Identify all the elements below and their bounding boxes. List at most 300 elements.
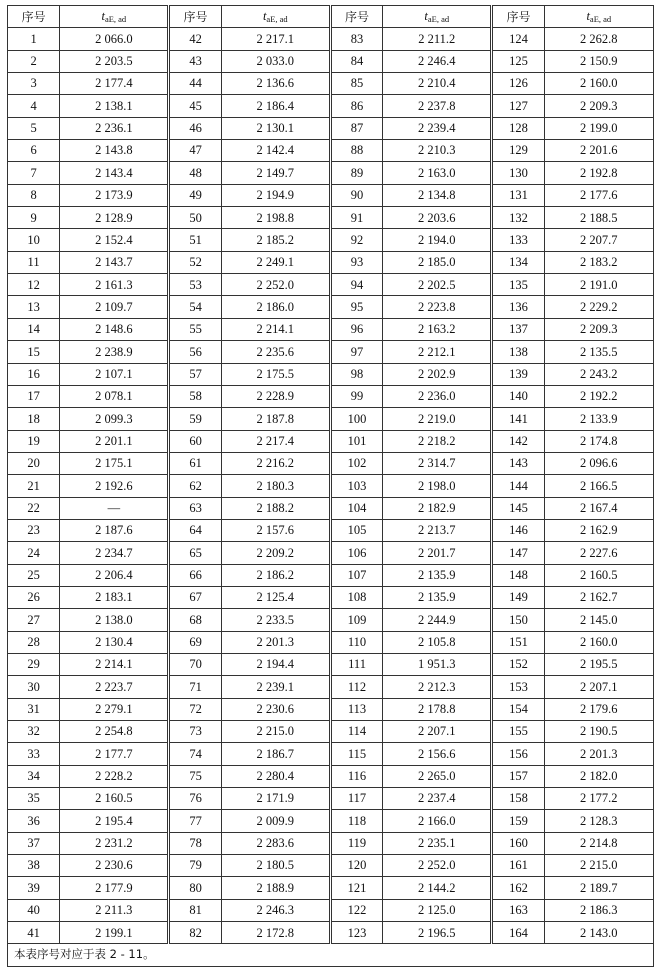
index-cell: 122 <box>330 899 382 921</box>
table-row <box>8 73 654 95</box>
index-cell: 114 <box>330 721 382 743</box>
index-cell: 76 <box>169 788 221 810</box>
index-cell: 36 <box>8 810 60 832</box>
index-cell: 146 <box>492 519 544 541</box>
value-cell: 2 194.4 <box>221 653 330 675</box>
value-cell: 2 174.8 <box>544 430 653 452</box>
value-cell: 2 213.7 <box>383 519 492 541</box>
index-cell: 29 <box>8 653 60 675</box>
value-cell: 2 190.5 <box>544 721 653 743</box>
value-cell: 2 199.0 <box>544 117 653 139</box>
index-cell: 95 <box>330 296 382 318</box>
index-cell: 73 <box>169 721 221 743</box>
index-cell: 86 <box>330 95 382 117</box>
value-cell: 2 135.5 <box>544 341 653 363</box>
value-cell: 2 161.3 <box>60 274 169 296</box>
index-cell: 33 <box>8 743 60 765</box>
value-cell: 2 186.7 <box>221 743 330 765</box>
footnote-row <box>8 944 654 966</box>
index-cell: 101 <box>330 430 382 452</box>
index-cell: 139 <box>492 363 544 385</box>
index-cell: 13 <box>8 296 60 318</box>
value-cell: 2 199.1 <box>60 922 169 944</box>
index-cell: 32 <box>8 721 60 743</box>
table-row <box>8 452 654 474</box>
index-cell: 27 <box>8 609 60 631</box>
index-cell: 72 <box>169 698 221 720</box>
index-cell: 117 <box>330 788 382 810</box>
index-cell: 123 <box>330 922 382 944</box>
value-cell: 2 228.9 <box>221 385 330 407</box>
value-cell: 2 188.2 <box>221 497 330 519</box>
value-cell: 2 133.9 <box>544 408 653 430</box>
index-cell: 70 <box>169 653 221 675</box>
value-cell: 2 223.8 <box>383 296 492 318</box>
value-cell: 2 244.9 <box>383 609 492 631</box>
index-cell: 81 <box>169 899 221 921</box>
index-cell: 137 <box>492 318 544 340</box>
value-cell: 2 203.6 <box>383 207 492 229</box>
index-cell: 129 <box>492 140 544 162</box>
index-cell: 17 <box>8 385 60 407</box>
index-cell: 163 <box>492 899 544 921</box>
index-cell: 103 <box>330 475 382 497</box>
value-cell: 2 246.3 <box>221 899 330 921</box>
value-cell: 2 183.1 <box>60 586 169 608</box>
index-cell: 159 <box>492 810 544 832</box>
value-cell: 2 134.8 <box>383 184 492 206</box>
value-cell: 2 142.4 <box>221 140 330 162</box>
index-cell: 2 <box>8 50 60 72</box>
index-cell: 18 <box>8 408 60 430</box>
index-cell: 127 <box>492 95 544 117</box>
table-row <box>8 408 654 430</box>
value-cell: 2 150.9 <box>544 50 653 72</box>
index-cell: 105 <box>330 519 382 541</box>
value-cell: 2 230.6 <box>60 855 169 877</box>
value-cell: 2 171.9 <box>221 788 330 810</box>
index-cell: 131 <box>492 184 544 206</box>
header-row <box>8 6 654 28</box>
value-cell: 2 105.8 <box>383 631 492 653</box>
value-cell: 2 186.2 <box>221 564 330 586</box>
value-cell: 2 136.6 <box>221 73 330 95</box>
index-cell: 79 <box>169 855 221 877</box>
index-cell: 97 <box>330 341 382 363</box>
index-cell: 157 <box>492 765 544 787</box>
table-row <box>8 363 654 385</box>
header-value-3: $t_{aE, ad}$ <box>383 6 492 28</box>
value-cell: 2 201.3 <box>544 743 653 765</box>
table-row <box>8 743 654 765</box>
table-row <box>8 631 654 653</box>
index-cell: 34 <box>8 765 60 787</box>
value-cell: 2 235.6 <box>221 341 330 363</box>
value-cell: 2 160.0 <box>544 73 653 95</box>
value-cell: 2 216.2 <box>221 452 330 474</box>
table-row <box>8 832 654 854</box>
index-cell: 96 <box>330 318 382 340</box>
value-cell: 2 252.0 <box>383 855 492 877</box>
index-cell: 43 <box>169 50 221 72</box>
index-cell: 136 <box>492 296 544 318</box>
value-cell: 2 239.4 <box>383 117 492 139</box>
value-cell: 2 173.9 <box>60 184 169 206</box>
index-cell: 57 <box>169 363 221 385</box>
index-cell: 110 <box>330 631 382 653</box>
index-cell: 111 <box>330 653 382 675</box>
value-cell: 2 231.2 <box>60 832 169 854</box>
value-cell: 2 178.8 <box>383 698 492 720</box>
index-cell: 162 <box>492 877 544 899</box>
value-cell: 2 162.7 <box>544 586 653 608</box>
value-cell: 2 279.1 <box>60 698 169 720</box>
table-row <box>8 251 654 273</box>
header-index-4: 序号 <box>492 6 544 28</box>
table-row <box>8 475 654 497</box>
value-cell: 2 135.9 <box>383 586 492 608</box>
value-cell: 2 219.0 <box>383 408 492 430</box>
value-cell: 2 223.7 <box>60 676 169 698</box>
index-cell: 161 <box>492 855 544 877</box>
index-cell: 89 <box>330 162 382 184</box>
value-cell: 2 175.5 <box>221 363 330 385</box>
value-cell: 2 201.1 <box>60 430 169 452</box>
index-cell: 150 <box>492 609 544 631</box>
table-row <box>8 676 654 698</box>
table-row <box>8 341 654 363</box>
value-cell: 2 198.8 <box>221 207 330 229</box>
data-table-container <box>7 5 654 967</box>
table-row <box>8 586 654 608</box>
table-row <box>8 318 654 340</box>
index-cell: 58 <box>169 385 221 407</box>
index-cell: 126 <box>492 73 544 95</box>
value-cell: 2 211.2 <box>383 28 492 50</box>
index-cell: 40 <box>8 899 60 921</box>
value-cell: 2 233.5 <box>221 609 330 631</box>
index-cell: 90 <box>330 184 382 206</box>
header-value-1: $t_{aE, ad}$ <box>60 6 169 28</box>
value-cell: 2 314.7 <box>383 452 492 474</box>
table-row <box>8 385 654 407</box>
value-cell: 2 149.7 <box>221 162 330 184</box>
index-cell: 84 <box>330 50 382 72</box>
index-cell: 116 <box>330 765 382 787</box>
table-row <box>8 140 654 162</box>
index-cell: 106 <box>330 542 382 564</box>
index-cell: 160 <box>492 832 544 854</box>
value-cell: 2 180.3 <box>221 475 330 497</box>
index-cell: 14 <box>8 318 60 340</box>
index-cell: 156 <box>492 743 544 765</box>
table-row <box>8 564 654 586</box>
index-cell: 22 <box>8 497 60 519</box>
index-cell: 52 <box>169 251 221 273</box>
index-cell: 7 <box>8 162 60 184</box>
value-cell: 2 249.1 <box>221 251 330 273</box>
index-cell: 75 <box>169 765 221 787</box>
index-cell: 133 <box>492 229 544 251</box>
index-cell: 53 <box>169 274 221 296</box>
value-cell: 2 135.9 <box>383 564 492 586</box>
value-cell: 2 209.2 <box>221 542 330 564</box>
index-cell: 78 <box>169 832 221 854</box>
value-cell: 2 194.9 <box>221 184 330 206</box>
index-cell: 94 <box>330 274 382 296</box>
value-cell: 2 254.8 <box>60 721 169 743</box>
value-cell: 2 156.6 <box>383 743 492 765</box>
value-cell: 2 078.1 <box>60 385 169 407</box>
table-body <box>8 28 654 944</box>
index-cell: 143 <box>492 452 544 474</box>
value-cell: 2 188.5 <box>544 207 653 229</box>
value-cell: 2 203.5 <box>60 50 169 72</box>
index-cell: 99 <box>330 385 382 407</box>
index-cell: 26 <box>8 586 60 608</box>
value-cell: 2 145.0 <box>544 609 653 631</box>
value-cell: 2 162.9 <box>544 519 653 541</box>
table-row <box>8 296 654 318</box>
footnote: 本表序号对应于表 2 - 11。 <box>8 944 654 966</box>
value-cell: 2 107.1 <box>60 363 169 385</box>
value-cell: 2 209.3 <box>544 95 653 117</box>
value-cell: 2 202.9 <box>383 363 492 385</box>
index-cell: 60 <box>169 430 221 452</box>
index-cell: 49 <box>169 184 221 206</box>
value-cell: 2 177.2 <box>544 788 653 810</box>
index-cell: 54 <box>169 296 221 318</box>
value-cell: 2 172.8 <box>221 922 330 944</box>
value-cell: 2 160.0 <box>544 631 653 653</box>
value-cell: 2 175.1 <box>60 452 169 474</box>
value-cell: 2 182.0 <box>544 765 653 787</box>
index-cell: 109 <box>330 609 382 631</box>
index-cell: 71 <box>169 676 221 698</box>
index-cell: 87 <box>330 117 382 139</box>
index-cell: 151 <box>492 631 544 653</box>
index-cell: 24 <box>8 542 60 564</box>
value-cell: 2 236.0 <box>383 385 492 407</box>
value-cell: 2 214.8 <box>544 832 653 854</box>
value-cell: 2 214.1 <box>221 318 330 340</box>
value-cell: 2 187.8 <box>221 408 330 430</box>
index-cell: 10 <box>8 229 60 251</box>
index-cell: 65 <box>169 542 221 564</box>
value-cell: 2 207.1 <box>544 676 653 698</box>
index-cell: 152 <box>492 653 544 675</box>
table-row <box>8 653 654 675</box>
index-cell: 3 <box>8 73 60 95</box>
table-row <box>8 765 654 787</box>
table-row <box>8 117 654 139</box>
value-cell: 2 239.1 <box>221 676 330 698</box>
value-cell: 2 195.4 <box>60 810 169 832</box>
value-cell: 2 180.5 <box>221 855 330 877</box>
value-cell: 2 189.7 <box>544 877 653 899</box>
index-cell: 141 <box>492 408 544 430</box>
index-cell: 132 <box>492 207 544 229</box>
index-cell: 108 <box>330 586 382 608</box>
value-cell: 2 211.3 <box>60 899 169 921</box>
index-cell: 30 <box>8 676 60 698</box>
table-row <box>8 877 654 899</box>
value-cell: 2 192.8 <box>544 162 653 184</box>
value-cell: 2 218.2 <box>383 430 492 452</box>
value-cell: 2 143.4 <box>60 162 169 184</box>
table-row <box>8 184 654 206</box>
value-cell: 2 192.2 <box>544 385 653 407</box>
index-cell: 1 <box>8 28 60 50</box>
index-cell: 93 <box>330 251 382 273</box>
index-cell: 67 <box>169 586 221 608</box>
index-cell: 28 <box>8 631 60 653</box>
value-cell: 2 186.3 <box>544 899 653 921</box>
value-cell: 2 283.6 <box>221 832 330 854</box>
value-cell: 2 215.0 <box>221 721 330 743</box>
value-cell: 2 234.7 <box>60 542 169 564</box>
index-cell: 8 <box>8 184 60 206</box>
index-cell: 121 <box>330 877 382 899</box>
table-row <box>8 95 654 117</box>
value-cell: 2 243.2 <box>544 363 653 385</box>
index-cell: 145 <box>492 497 544 519</box>
index-cell: 15 <box>8 341 60 363</box>
value-cell: 2 033.0 <box>221 50 330 72</box>
index-cell: 140 <box>492 385 544 407</box>
index-cell: 138 <box>492 341 544 363</box>
table-row <box>8 810 654 832</box>
index-cell: 46 <box>169 117 221 139</box>
value-cell: 2 160.5 <box>60 788 169 810</box>
table-row <box>8 609 654 631</box>
value-cell: 2 252.0 <box>221 274 330 296</box>
value-cell: 2 196.5 <box>383 922 492 944</box>
index-cell: 61 <box>169 452 221 474</box>
value-cell: 2 163.2 <box>383 318 492 340</box>
table-row <box>8 162 654 184</box>
index-cell: 63 <box>169 497 221 519</box>
value-cell: 2 143.7 <box>60 251 169 273</box>
index-cell: 120 <box>330 855 382 877</box>
index-cell: 88 <box>330 140 382 162</box>
table-row <box>8 855 654 877</box>
index-cell: 5 <box>8 117 60 139</box>
index-cell: 154 <box>492 698 544 720</box>
value-cell: 2 236.1 <box>60 117 169 139</box>
data-table <box>7 5 654 967</box>
table-row <box>8 788 654 810</box>
index-cell: 118 <box>330 810 382 832</box>
value-cell: 1 951.3 <box>383 653 492 675</box>
value-cell: 2 191.0 <box>544 274 653 296</box>
index-cell: 142 <box>492 430 544 452</box>
index-cell: 50 <box>169 207 221 229</box>
index-cell: 45 <box>169 95 221 117</box>
value-cell: 2 109.7 <box>60 296 169 318</box>
table-row <box>8 28 654 50</box>
value-cell: 2 212.1 <box>383 341 492 363</box>
value-cell: 2 130.4 <box>60 631 169 653</box>
table-row <box>8 274 654 296</box>
index-cell: 77 <box>169 810 221 832</box>
value-cell: 2 009.9 <box>221 810 330 832</box>
index-cell: 144 <box>492 475 544 497</box>
index-cell: 59 <box>169 408 221 430</box>
value-cell: 2 194.0 <box>383 229 492 251</box>
value-cell: 2 207.7 <box>544 229 653 251</box>
index-cell: 25 <box>8 564 60 586</box>
index-cell: 16 <box>8 363 60 385</box>
value-cell: 2 157.6 <box>221 519 330 541</box>
value-cell: 2 066.0 <box>60 28 169 50</box>
index-cell: 31 <box>8 698 60 720</box>
index-cell: 104 <box>330 497 382 519</box>
index-cell: 80 <box>169 877 221 899</box>
value-cell: 2 201.7 <box>383 542 492 564</box>
index-cell: 98 <box>330 363 382 385</box>
index-cell: 64 <box>169 519 221 541</box>
index-cell: 74 <box>169 743 221 765</box>
index-cell: 9 <box>8 207 60 229</box>
index-cell: 66 <box>169 564 221 586</box>
index-cell: 85 <box>330 73 382 95</box>
index-cell: 20 <box>8 452 60 474</box>
value-cell: 2 096.6 <box>544 452 653 474</box>
value-cell: 2 201.3 <box>221 631 330 653</box>
index-cell: 44 <box>169 73 221 95</box>
index-cell: 130 <box>492 162 544 184</box>
value-cell: 2 201.6 <box>544 140 653 162</box>
value-cell: 2 167.4 <box>544 497 653 519</box>
index-cell: 91 <box>330 207 382 229</box>
index-cell: 134 <box>492 251 544 273</box>
index-cell: 6 <box>8 140 60 162</box>
value-cell: 2 192.6 <box>60 475 169 497</box>
index-cell: 55 <box>169 318 221 340</box>
table-row <box>8 721 654 743</box>
index-cell: 82 <box>169 922 221 944</box>
table-row <box>8 430 654 452</box>
header-value-2: $t_{aE, ad}$ <box>221 6 330 28</box>
value-cell: 2 198.0 <box>383 475 492 497</box>
index-cell: 38 <box>8 855 60 877</box>
value-cell: 2 186.4 <box>221 95 330 117</box>
index-cell: 48 <box>169 162 221 184</box>
value-cell: 2 265.0 <box>383 765 492 787</box>
index-cell: 92 <box>330 229 382 251</box>
header-index-1: 序号 <box>8 6 60 28</box>
value-cell: 2 125.0 <box>383 899 492 921</box>
value-cell: 2 185.2 <box>221 229 330 251</box>
value-cell: 2 262.8 <box>544 28 653 50</box>
value-cell: 2 179.6 <box>544 698 653 720</box>
index-cell: 148 <box>492 564 544 586</box>
value-cell: 2 187.6 <box>60 519 169 541</box>
index-cell: 115 <box>330 743 382 765</box>
value-cell: 2 143.0 <box>544 922 653 944</box>
value-cell: 2 186.0 <box>221 296 330 318</box>
table-row <box>8 542 654 564</box>
value-cell: 2 227.6 <box>544 542 653 564</box>
value-cell: 2 228.2 <box>60 765 169 787</box>
value-cell: 2 237.8 <box>383 95 492 117</box>
index-cell: 147 <box>492 542 544 564</box>
index-cell: 19 <box>8 430 60 452</box>
index-cell: 37 <box>8 832 60 854</box>
index-cell: 39 <box>8 877 60 899</box>
index-cell: 11 <box>8 251 60 273</box>
